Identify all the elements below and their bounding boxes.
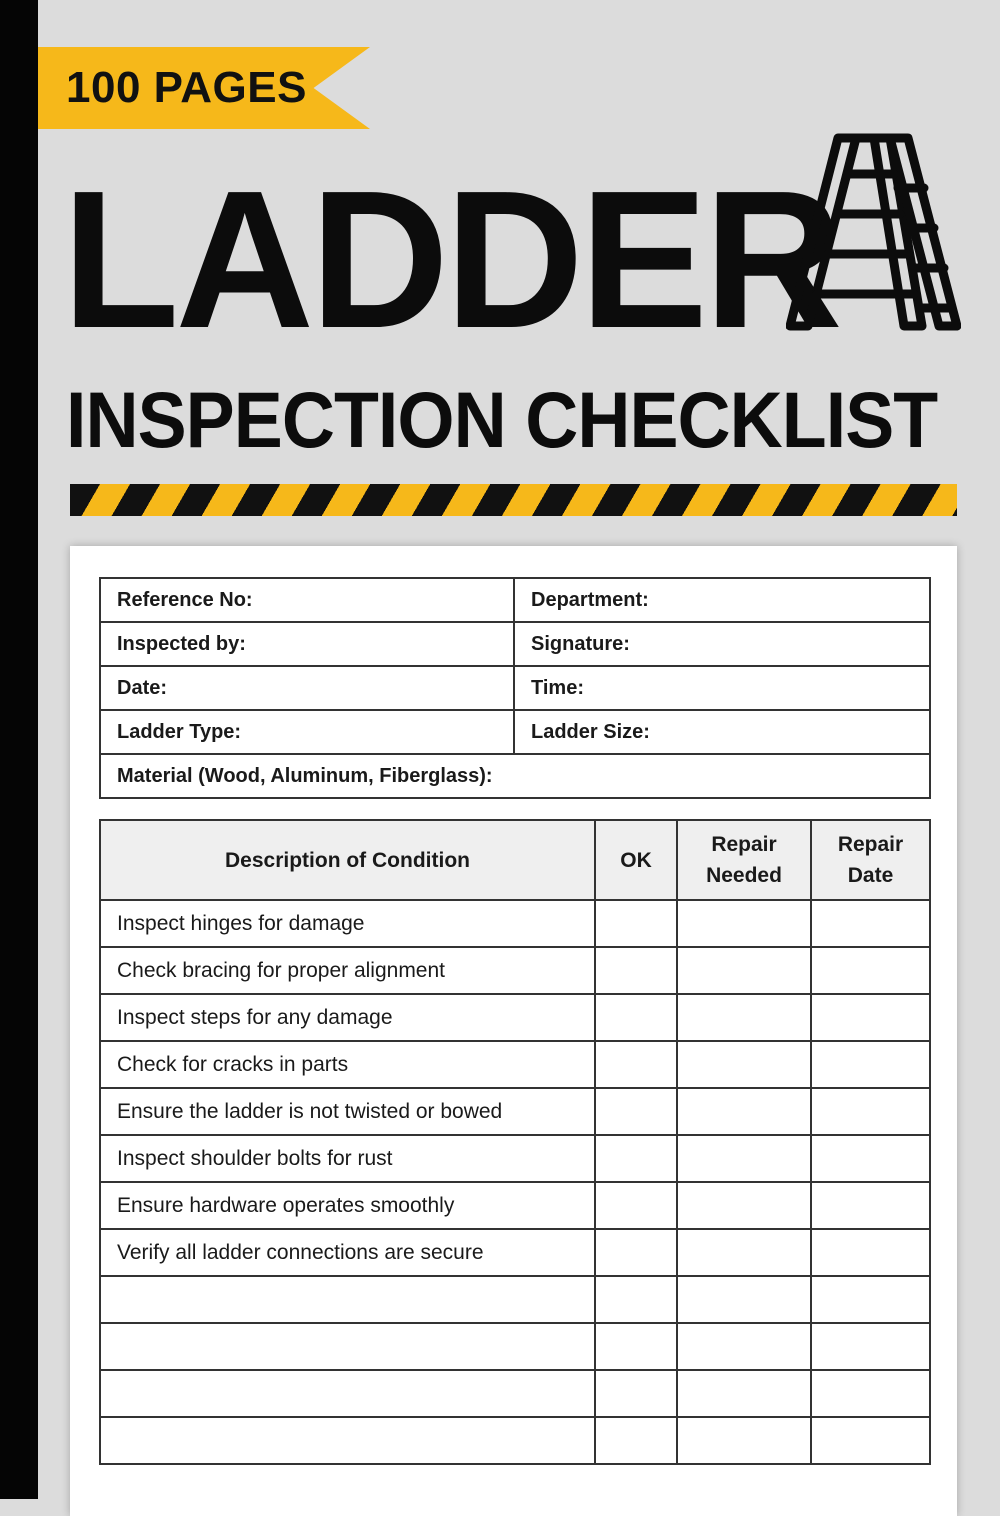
ladder-size-field[interactable]: Ladder Size: <box>514 710 930 754</box>
repair-date-cell[interactable] <box>811 1041 930 1088</box>
cover-title: LADDER <box>62 150 839 369</box>
ok-checkbox-cell[interactable] <box>595 1088 677 1135</box>
table-row <box>100 1276 930 1323</box>
repair-date-cell[interactable] <box>811 1229 930 1276</box>
table-row <box>100 947 930 994</box>
table-row <box>100 710 930 754</box>
repair-date-cell[interactable] <box>811 994 930 1041</box>
condition-description: Inspect hinges for damage <box>100 900 595 947</box>
repair-needed-cell[interactable] <box>677 1182 811 1229</box>
table-row <box>100 1182 930 1229</box>
ok-checkbox-cell[interactable] <box>595 947 677 994</box>
date-field[interactable]: Date: <box>100 666 514 710</box>
cover-subtitle: INSPECTION CHECKLIST <box>66 375 938 464</box>
time-field[interactable]: Time: <box>514 666 930 710</box>
ok-checkbox-cell[interactable] <box>595 1370 677 1417</box>
inspected-by-field[interactable]: Inspected by: <box>100 622 514 666</box>
ok-checkbox-cell[interactable] <box>595 1135 677 1182</box>
repair-date-cell[interactable] <box>811 947 930 994</box>
repair-date-cell[interactable] <box>811 1323 930 1370</box>
ok-checkbox-cell[interactable] <box>595 1182 677 1229</box>
ok-checkbox-cell[interactable] <box>595 1417 677 1464</box>
signature-field[interactable]: Signature: <box>514 622 930 666</box>
reference-no-field[interactable]: Reference No: <box>100 578 514 622</box>
table-header-row <box>100 820 930 900</box>
repair-date-cell[interactable] <box>811 1135 930 1182</box>
table-row <box>100 1417 930 1464</box>
checklist-sheet <box>70 546 957 1516</box>
repair-needed-cell[interactable] <box>677 1088 811 1135</box>
ok-header: OK <box>595 820 677 900</box>
table-row <box>100 622 930 666</box>
repair-needed-cell[interactable] <box>677 1135 811 1182</box>
table-row <box>100 578 930 622</box>
repair-date-cell[interactable] <box>811 1182 930 1229</box>
ladder-icon <box>786 132 961 332</box>
repair-needed-cell[interactable] <box>677 1323 811 1370</box>
table-row <box>100 1088 930 1135</box>
repair-date-cell[interactable] <box>811 1276 930 1323</box>
checklist-body <box>100 900 930 1464</box>
repair-needed-cell[interactable] <box>677 1276 811 1323</box>
repair-needed-cell[interactable] <box>677 900 811 947</box>
repair-needed-cell[interactable] <box>677 994 811 1041</box>
repair-needed-header: Repair Needed <box>677 820 811 900</box>
repair-date-cell[interactable] <box>811 900 930 947</box>
table-row <box>100 1370 930 1417</box>
pages-badge-label: 100 PAGES <box>66 63 307 112</box>
table-row <box>100 1135 930 1182</box>
ok-checkbox-cell[interactable] <box>595 1041 677 1088</box>
ok-checkbox-cell[interactable] <box>595 1323 677 1370</box>
repair-needed-cell[interactable] <box>677 1041 811 1088</box>
hazard-stripe <box>70 484 957 516</box>
condition-description <box>100 1370 595 1417</box>
condition-checklist-table <box>99 819 931 1465</box>
condition-description: Inspect shoulder bolts for rust <box>100 1135 595 1182</box>
repair-needed-cell[interactable] <box>677 1229 811 1276</box>
repair-date-cell[interactable] <box>811 1417 930 1464</box>
table-row <box>100 754 930 798</box>
material-field[interactable]: Material (Wood, Aluminum, Fiberglass): <box>100 754 930 798</box>
condition-description <box>100 1323 595 1370</box>
repair-needed-cell[interactable] <box>677 947 811 994</box>
condition-description: Check bracing for proper alignment <box>100 947 595 994</box>
description-header: Description of Condition <box>100 820 595 900</box>
repair-date-cell[interactable] <box>811 1370 930 1417</box>
table-row <box>100 1323 930 1370</box>
table-row <box>100 1041 930 1088</box>
table-row <box>100 900 930 947</box>
ok-checkbox-cell[interactable] <box>595 1229 677 1276</box>
condition-description: Ensure hardware operates smoothly <box>100 1182 595 1229</box>
department-field[interactable]: Department: <box>514 578 930 622</box>
repair-date-cell[interactable] <box>811 1088 930 1135</box>
condition-description: Verify all ladder connections are secure <box>100 1229 595 1276</box>
ok-checkbox-cell[interactable] <box>595 900 677 947</box>
table-row <box>100 1229 930 1276</box>
condition-description <box>100 1276 595 1323</box>
condition-description: Check for cracks in parts <box>100 1041 595 1088</box>
ok-checkbox-cell[interactable] <box>595 1276 677 1323</box>
table-row <box>100 994 930 1041</box>
condition-description: Ensure the ladder is not twisted or bowed <box>100 1088 595 1135</box>
book-spine <box>0 0 38 1499</box>
condition-description <box>100 1417 595 1464</box>
table-row <box>100 666 930 710</box>
ok-checkbox-cell[interactable] <box>595 994 677 1041</box>
repair-date-header: Repair Date <box>811 820 930 900</box>
inspection-info-table <box>99 577 931 799</box>
repair-needed-cell[interactable] <box>677 1417 811 1464</box>
ladder-type-field[interactable]: Ladder Type: <box>100 710 514 754</box>
repair-needed-cell[interactable] <box>677 1370 811 1417</box>
condition-description: Inspect steps for any damage <box>100 994 595 1041</box>
